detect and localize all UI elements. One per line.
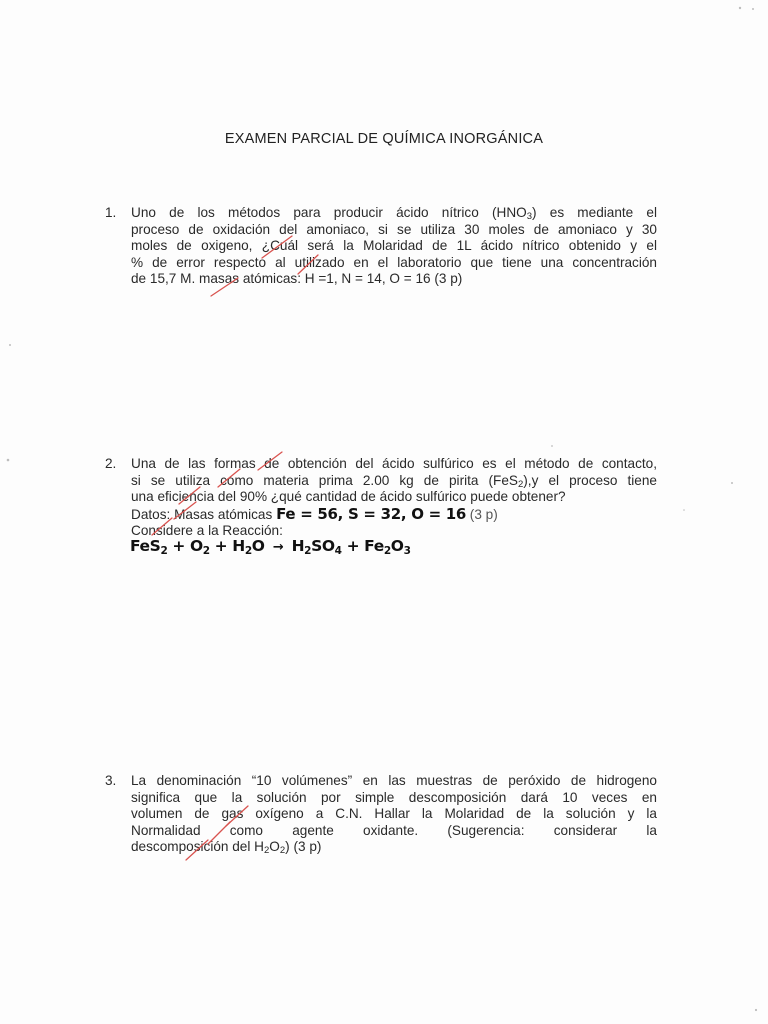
q2-l4b: (3 p) — [466, 506, 498, 522]
eq-r3: H — [232, 537, 245, 555]
scan-speck — [9, 344, 11, 346]
question-2-line-4 — [131, 506, 657, 524]
eq-arrow: → — [264, 540, 292, 555]
eq-r1sub: 2 — [160, 545, 168, 557]
q2-l2a: si se utiliza como materia prima 2.00 kg de pirita (FeS — [131, 472, 518, 488]
eq-p1: H — [291, 537, 305, 555]
scan-speck — [683, 509, 685, 511]
question-2-number: 2. — [105, 456, 117, 471]
question-1-number: 1. — [105, 205, 117, 220]
question-2-text — [131, 456, 657, 540]
q3-l5sub2: 2 — [279, 845, 286, 856]
eq-p2: Fe — [364, 537, 384, 555]
eq-r1: FeS — [130, 537, 161, 555]
question-1-line-3: moles de oxigeno, ¿Cuál será la Molaridad de 1L ácido nítrico obtenido y el — [131, 238, 657, 253]
scan-speck — [731, 482, 733, 484]
question-2-line-2 — [131, 473, 657, 490]
q2-l2sub: 2 — [517, 478, 524, 490]
question-2-line-5: Considere a la Reacción: — [131, 523, 283, 538]
eq-p2sub2: 3 — [403, 545, 411, 557]
q3-l5sub1: 2 — [263, 845, 270, 856]
scan-speck — [752, 8, 754, 10]
question-2-line-3: una eficiencia del 90% ¿qué cantidad de ácido sulfúrico puede obtener? — [131, 489, 566, 504]
eq-plus1: + — [167, 537, 190, 555]
eq-p1sub2: 4 — [334, 545, 342, 557]
q1-l1b: ) es mediante el — [532, 205, 658, 220]
question-1-line-1 — [131, 205, 657, 222]
handwritten-atomic-masses: Fe = 56, S = 32, O = 16 — [276, 504, 467, 523]
q3-l5b: O — [269, 839, 280, 854]
question-3-line-2: significa que la solución por simple descomposición dará 10 veces en — [131, 789, 657, 805]
eq-r2sub: 2 — [202, 545, 210, 557]
question-3-number: 3. — [105, 773, 117, 788]
question-3-line-5 — [131, 839, 657, 856]
q3-l5c: ) (3 p) — [285, 839, 322, 854]
scan-speck — [739, 7, 741, 9]
eq-r3sub: 2 — [244, 545, 252, 557]
question-3-line-4: Normalidad como agente oxidante. (Sugerencia: considerar la — [131, 822, 657, 838]
eq-plus3: + — [341, 537, 365, 555]
eq-p1sub1: 2 — [304, 545, 312, 557]
eq-r2: O — [189, 537, 203, 555]
question-1-text — [131, 205, 657, 288]
exam-title: EXAMEN PARCIAL DE QUÍMICA INORGÁNICA — [224, 131, 544, 147]
question-3-line-1: La denominación “10 volúmenes” en las muestras de peróxido de hidrogeno — [131, 773, 657, 788]
question-3-line-3: volumen de gas oxígeno a C.N. Hallar la Molaridad de la solución y la — [131, 806, 657, 821]
question-1-line-2: proceso de oxidación del amoniaco, si se utiliza 30 moles de amoniaco y 30 — [131, 221, 657, 237]
scan-speck — [551, 445, 553, 447]
scan-speck — [7, 459, 10, 462]
question-3-text — [131, 773, 657, 856]
eq-p2sub1: 2 — [383, 545, 391, 557]
eq-r3b: O — [251, 537, 265, 555]
question-1-line-4: % de error respecto al utilizado en el laboratorio que tiene una concentración — [131, 254, 657, 270]
scan-speck — [755, 1009, 757, 1011]
eq-p1b: SO — [311, 537, 335, 555]
q2-l4a: Datos: Masas atómicas — [131, 506, 277, 522]
q2-l2b: ),y el proceso tiene — [523, 472, 657, 488]
q1-l1a: Uno de los métodos para producir ácido nítrico (HNO — [131, 205, 527, 220]
eq-p2b: O — [390, 537, 404, 555]
question-1-line-5: de 15,7 M. masas atómicas: H =1, N = 14, O = 16 (3 p) — [131, 271, 463, 286]
eq-plus2: + — [209, 537, 233, 555]
q1-l1sub: 3 — [526, 211, 533, 222]
question-2-line-1: Una de las formas de obtención del ácido sulfúrico es el método de contacto, — [131, 456, 657, 471]
q3-l5a: descomposición del H — [131, 839, 264, 854]
handwritten-reaction-equation — [130, 537, 411, 555]
